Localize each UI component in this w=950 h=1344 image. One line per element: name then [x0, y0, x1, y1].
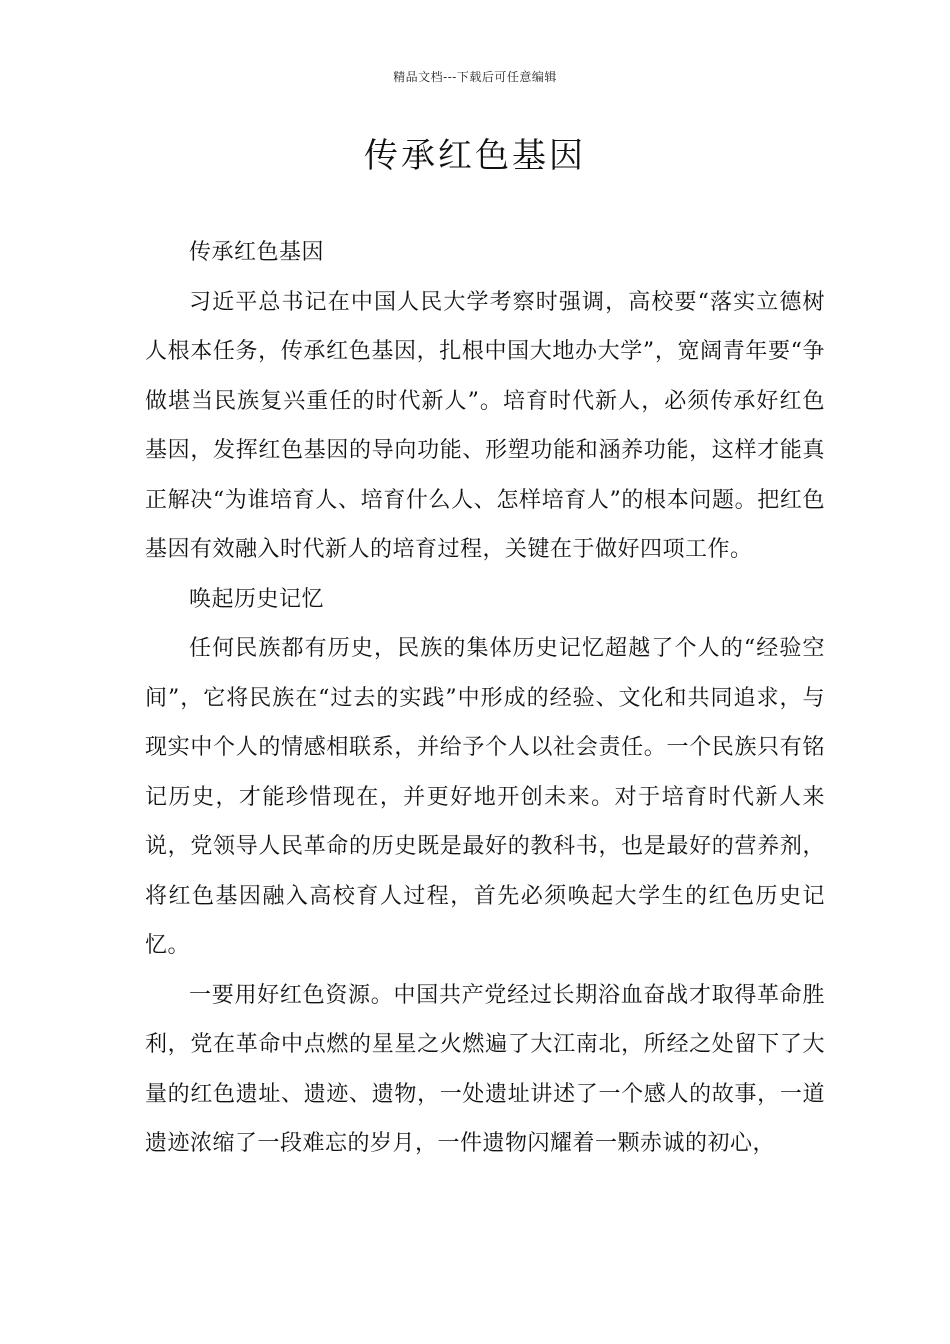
header-note: 精品文档---下载后可任意编辑: [393, 70, 557, 84]
paragraph: 一要用好红色资源。中国共产党经过长期浴血奋战才取得革命胜利，党在革命中点燃的星星之火燃遍了大江南北，所经之处留下了大量的红色遗址、遗迹、遗物，一处遗址讲述了一个感人的故事，一道遗迹浓缩了一段难忘的岁月，一件遗物闪耀着一颗赤诚的初心，: [145, 982, 825, 1156]
section-heading: 传承红色基因: [189, 240, 325, 265]
paragraph: 习近平总书记在中国人民大学考察时强调，高校要“落实立德树人根本任务，传承红色基因，扎根中国大地办大学”，宽阔青年要“争做堪当民族复兴重任的时代新人”。培育时代新人，必须传承好红色基因，发挥红色基因的导向功能、形塑功能和涵养功能，这样才能真正解决“为谁培育人、培育什么人、怎样培育人”的根本问题。把红色基因有效融入时代新人的培育过程，关键在于做好四项工作。: [145, 289, 825, 562]
paragraph: 任何民族都有历史，民族的集体历史记忆超越了个人的“经验空间”，它将民族在“过去的实践”中形成的经验、文化和共同追求，与现实中个人的情感相联系，并给予个人以社会责任。一个民族只有铭记历史，才能珍惜现在，并更好地开创未来。对于培育时代新人来说，党领导人民革命的历史既是最好的教科书，也是最好的营养剂，将红色基因融入高校育人过程，首先必须唤起大学生的红色历史记忆。: [145, 636, 825, 958]
document-body: [145, 228, 825, 1169]
document-title: 传承红色基因: [364, 136, 586, 176]
section-heading: 唤起历史记忆: [189, 586, 325, 612]
